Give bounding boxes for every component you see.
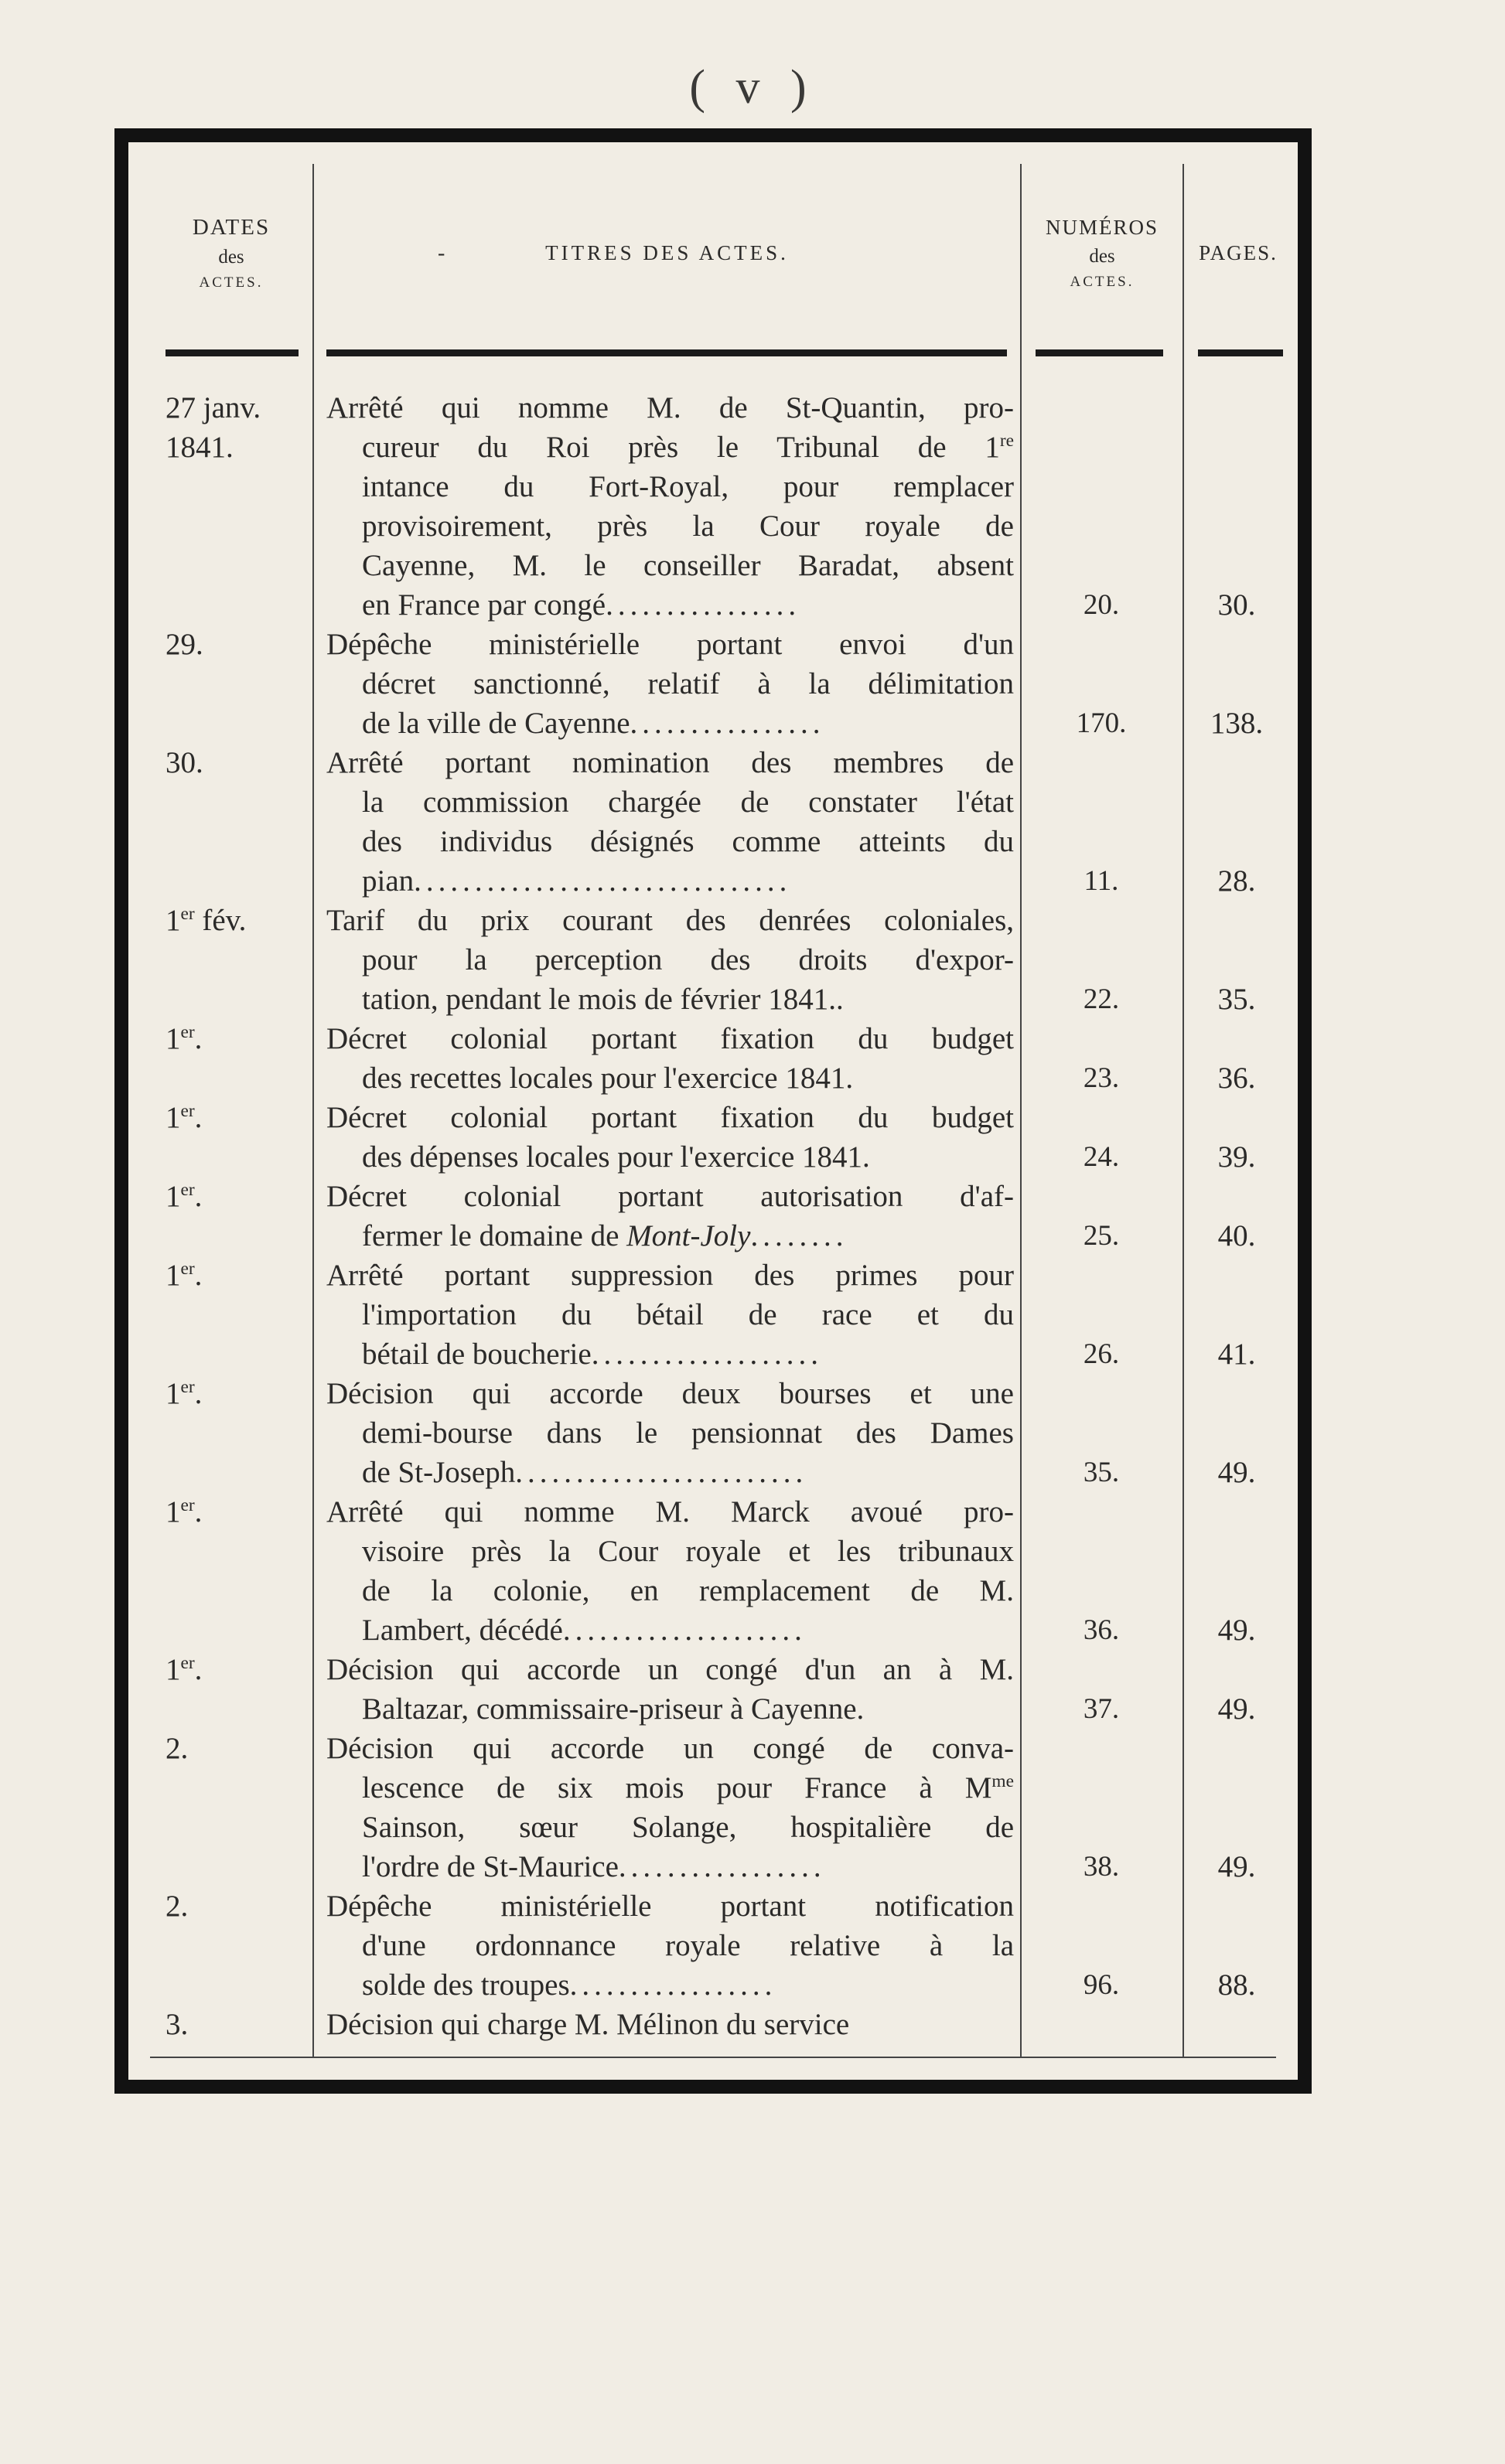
entry-title-line: Arrêté portant suppression des primes pour	[326, 1259, 1014, 1292]
entry-page: 49.	[1217, 1850, 1256, 1883]
entry-number: 35.	[1083, 1457, 1120, 1488]
entry-number: 11.	[1084, 865, 1119, 897]
entry-title-line: Arrêté portant nomination des membres de	[326, 746, 1014, 779]
entry-page	[1190, 2005, 1283, 2044]
header-numeros-label: NUMÉROS	[1045, 215, 1159, 239]
page-number: ( v )	[689, 61, 816, 114]
entry-title-line: Décision qui accorde un congé d'un an à M.	[326, 1653, 1014, 1686]
entry-title-line: des dépenses locales pour l'exercice 1841.	[362, 1140, 870, 1174]
entry-title-line: de la colonie, en remplacement de M.	[362, 1574, 1014, 1607]
entry-date: 1er.	[166, 1495, 203, 1528]
entry-number: 25.	[1083, 1220, 1120, 1252]
entry-title-line: fermer le domaine de Mont-Joly........	[362, 1219, 848, 1252]
entry-page: 49.	[1217, 1456, 1256, 1489]
entry-date: 1er.	[166, 1101, 203, 1134]
entry-page: 28.	[1217, 864, 1256, 898]
table	[150, 164, 1276, 2058]
entry-title-line: des individus désignés comme atteints du	[362, 825, 1014, 858]
entry-title-line: Sainson, sœur Solange, hospitalière de	[362, 1811, 1014, 1844]
entry-title-line: Arrêté qui nomme M. de St-Quantin, pro-	[326, 391, 1014, 424]
entry-title-line: lescence de six mois pour France à $M^{me}$	[362, 1771, 1014, 1805]
entry-title-line: de la ville de Cayenne................	[362, 707, 825, 740]
entry-title-line: Décision qui charge M. Mélinon du service	[326, 2008, 850, 2041]
entry-page: 30.	[1217, 588, 1256, 622]
entry-title-line: Décision qui accorde un congé de conva-	[326, 1732, 1014, 1765]
header-dates-actes: ACTES.	[199, 274, 264, 291]
entry-number: 23.	[1083, 1062, 1120, 1094]
entry-title-line: pour la perception des droits d'expor-	[362, 943, 1014, 976]
entry-title-line: l'ordre de St-Maurice.................	[362, 1850, 826, 1883]
entry-title-line: décret sanctionné, relatif à la délimitation	[362, 667, 1014, 700]
column-divider	[1182, 164, 1184, 2058]
entry-title-line: Baltazar, commissaire-priseur à Cayenne.	[362, 1692, 865, 1726]
entry-page: 49.	[1217, 1692, 1256, 1726]
entry-page: 40.	[1217, 1219, 1256, 1252]
entry-title-line: demi-bourse dans le pensionnat des Dames	[362, 1416, 1014, 1450]
header-dates-des: des	[218, 246, 244, 268]
entry-page: 49.	[1217, 1614, 1256, 1647]
header-pages	[1184, 164, 1292, 342]
header-rule	[326, 349, 1007, 356]
header-rule	[1036, 349, 1163, 356]
entry-page: 41.	[1217, 1338, 1256, 1371]
entry-page: 88.	[1217, 1968, 1256, 2002]
entry-page: 138.	[1210, 707, 1264, 740]
entry-title-line: de St-Joseph........................	[362, 1456, 808, 1489]
header-pages-label: PAGES.	[1199, 240, 1278, 264]
entry-title-line: tation, pendant le mois de février 1841..	[362, 983, 844, 1016]
header-rule	[166, 349, 299, 356]
entry-number: 22.	[1083, 983, 1120, 1015]
header-dates-label: DATES	[192, 214, 271, 240]
entry-title-line: Tarif du prix courant des denrées coloniales,	[326, 904, 1014, 937]
entry-title-line: cureur du Roi près le Tribunal de 1re	[362, 431, 1014, 464]
entry-title-line: Dépêche ministérielle portant envoi d'un	[326, 628, 1014, 661]
entry-number: 37.	[1083, 1693, 1120, 1725]
entry-date: 2.	[166, 1732, 189, 1765]
header-rule	[1198, 349, 1283, 356]
entry-date: 1841.	[166, 431, 234, 464]
entry-title-line: Arrêté qui nomme M. Marck avoué pro-	[326, 1495, 1014, 1528]
entry-date: 1er.	[166, 1653, 203, 1686]
entry-title-line: provisoirement, près la Cour royale de	[362, 509, 1014, 543]
entry-title-line: Lambert, décédé....................	[362, 1614, 807, 1647]
entry-title-line: Décision qui accorde deux bourses et une	[326, 1377, 1014, 1410]
table-frame	[114, 128, 1312, 2094]
header-titles-label: TITRES DES ACTES.	[545, 240, 789, 264]
entry-date: 29.	[166, 628, 203, 661]
entry-number: 36.	[1083, 1614, 1120, 1646]
entry-number: 24.	[1083, 1141, 1120, 1173]
entry-page: 36.	[1217, 1062, 1256, 1095]
entry-date: 1er.	[166, 1377, 203, 1410]
entry-date: 3.	[166, 2008, 189, 2041]
column-divider	[312, 164, 314, 2058]
entry-title-line: des recettes locales pour l'exercice 1841.	[362, 1062, 854, 1095]
entry-number: 26.	[1083, 1338, 1120, 1370]
column-divider	[1020, 164, 1022, 2058]
bottom-rule	[150, 2057, 1276, 2058]
header-numeros	[1022, 164, 1182, 342]
header-numeros-des: des	[1089, 245, 1115, 267]
entry-date: 1er fév.	[166, 904, 247, 937]
entry-number: 38.	[1083, 1851, 1120, 1883]
entry-number: 20.	[1083, 589, 1120, 621]
entry-number: 96.	[1083, 1969, 1120, 2001]
entry-title-line: intance du Fort-Royal, pour remplacer	[362, 470, 1014, 503]
entry-title-line: en France par congé................	[362, 588, 801, 622]
entry-title-line: d'une ordonnance royale relative à la	[362, 1929, 1014, 1962]
entry-title-line: pian...............................	[362, 864, 792, 898]
entry-date: 2.	[166, 1890, 189, 1923]
entry-page: 35.	[1217, 983, 1256, 1016]
header-numeros-actes: ACTES.	[1070, 273, 1135, 290]
entry-number: 170.	[1076, 707, 1127, 739]
header-dates	[150, 164, 312, 342]
entry-date: 1er.	[166, 1022, 203, 1055]
header-dash: -	[438, 241, 445, 265]
entry-page: 39.	[1217, 1140, 1256, 1174]
entry-title-line: visoire près la Cour royale et les tribunaux	[362, 1535, 1014, 1568]
header-titles	[314, 164, 1020, 342]
entry-date: 30.	[166, 746, 203, 779]
entry-title-line: solde des troupes.................	[362, 1968, 777, 2002]
entry-title-line: la commission chargée de constater l'état	[362, 786, 1014, 819]
entry-title-line: Dépêche ministérielle portant notification	[326, 1890, 1014, 1923]
entry-title-line: l'importation du bétail de race et du	[362, 1298, 1014, 1331]
entry-date: 1er.	[166, 1259, 203, 1292]
entry-title-line: Décret colonial portant autorisation d'af-	[326, 1180, 1014, 1213]
entry-date: 27 janv.	[166, 391, 261, 424]
entry-title-line: Cayenne, M. le conseiller Baradat, absent	[362, 549, 1014, 582]
entry-title-line: Décret colonial portant fixation du budget	[326, 1101, 1014, 1134]
entry-title-line: bétail de boucherie...................	[362, 1338, 823, 1371]
entry-date: 1er.	[166, 1180, 203, 1213]
entry-number	[1028, 2005, 1175, 2044]
entry-title-line: Décret colonial portant fixation du budget	[326, 1022, 1014, 1055]
